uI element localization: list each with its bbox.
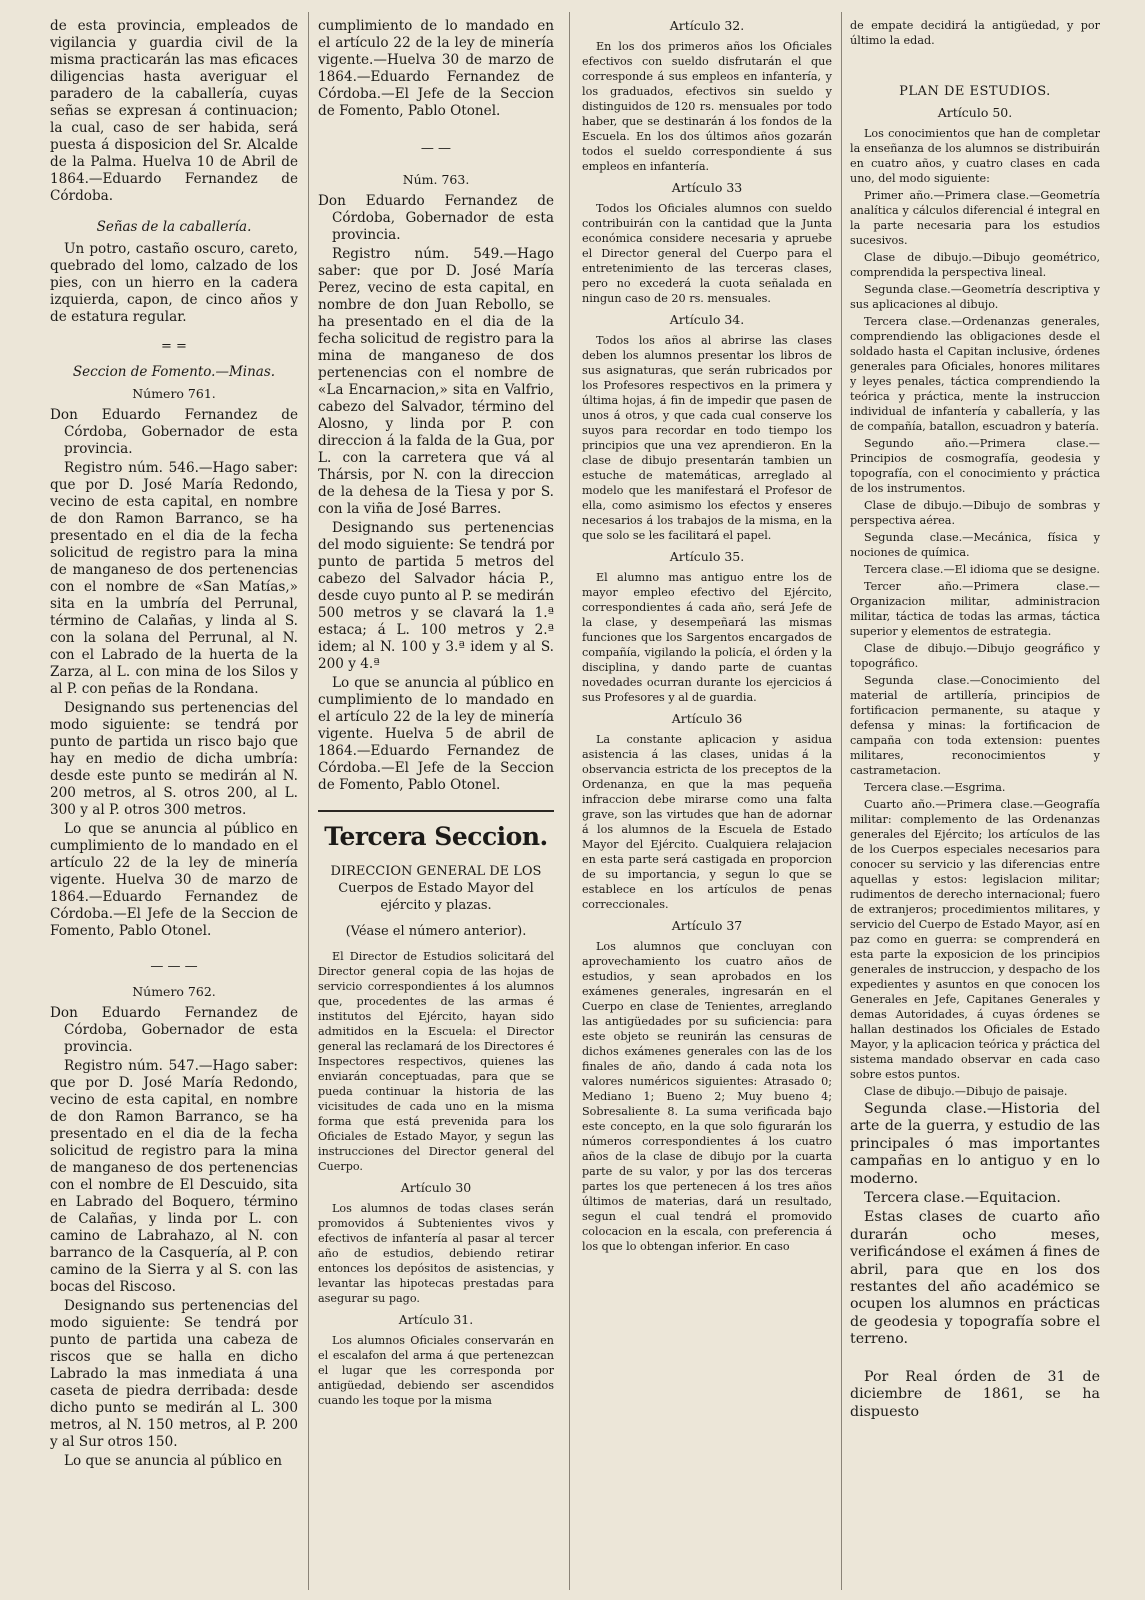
article-heading: Artículo 34.	[669, 312, 745, 327]
paragraph: Tercera clase.—Esgrima.	[864, 781, 1006, 794]
paragraph: Clase de dibujo.—Dibujo geométrico, comprendida la perspectiva lineal.	[850, 251, 1100, 279]
paragraph: Lo que se anuncia al público en cumplimiento de lo mandado en el artículo 22 de la ley de minería vigente. Huelva 30 de marzo de 1864.—Eduardo Fernandez de Córdoba.—El Jefe de la Seccion de Fomento, Pablo Otonel.	[50, 821, 298, 939]
article-heading: Artículo 32.	[669, 18, 745, 33]
paragraph: Estas clases de cuarto año durarán ocho meses, verificándose el exámen á fines de abril, para que en los dos restantes del año académico se ocupen los alumnos en prácticas de geodesia y topografía sobre el terreno.	[850, 1209, 1100, 1348]
article-heading: Artículo 37	[671, 918, 743, 933]
paragraph: Don Eduardo Fernandez de Córdoba, Gobernador de esta provincia.	[50, 1005, 298, 1055]
paragraph: Tercera clase.—El idioma que se designe.	[864, 563, 1100, 576]
article-heading: Artículo 50.	[937, 105, 1013, 120]
department-heading-line: ejército y plazas.	[380, 898, 492, 913]
paragraph: Primer año.—Primera clase.—Geometría analítica y cálculos diferencial é integral en la parte necesaria para los estudios sucesivos.	[850, 189, 1100, 247]
department-heading-line: DIRECCION GENERAL DE LOS	[330, 864, 542, 879]
article-heading: Artículo 35.	[669, 549, 745, 564]
paragraph: La constante aplicacion y asidua asistencia á las clases, unidas á la observancia estricta de los preceptos de la Ordenanza, en que la mas pequeña infraccion debe mirarse como una falta grave, son las virtudes que han de adornar á los alumnos de la Escuela de Estado Mayor del Ejército. Cualquiera relajacion en esta parte será castigada en proporcion de su importancia, y segun lo que se establece en los artículos de penas correccionales.	[582, 733, 832, 911]
paragraph: Clase de dibujo.—Dibujo de sombras y perspectiva aérea.	[850, 499, 1100, 527]
column-rule	[569, 12, 570, 1590]
paragraph: Designando sus pertenencias del modo siguiente: Se tendrá por punto de partida 5 metros del cabezo del Salvador hácia P., desde cuyo punto al P. se medirán 500 metros y se clavará la 1.ª estaca; á L. 100 metros y 2.ª idem; al N. 100 y 3.ª idem y al S. 200 y 4.ª	[318, 520, 554, 672]
paragraph: cumplimiento de lo mandado en el artículo 22 de la ley de minería vigente.—Huelva 30 de marzo de 1864.—Eduardo Fernandez de Córdoba.—El Jefe de la Seccion de Fomento, Pablo Otonel.	[318, 18, 554, 119]
section-heading: Señas de la caballería.	[96, 219, 252, 235]
column-3	[582, 18, 832, 1256]
paragraph: Segunda clase.—Mecánica, física y nociones de química.	[850, 531, 1100, 559]
section-title: Tercera Seccion.	[324, 822, 548, 851]
separator: — — —	[150, 959, 198, 974]
paragraph: Designando sus pertenencias del modo siguiente: Se tendrá por punto de partida una cabeza de riscos que se halla en dicho Labrado la mas inmediata á una caseta de piedra derribada: desde dicho punto se medirán al L. 300 metros, al N. 150 metros, al P. 200 y al Sur otros 150.	[50, 1298, 298, 1450]
paragraph: Lo que se anuncia al público en cumplimiento de lo mandado en el artículo 22 de la ley de minería vigente. Huelva 5 de abril de 1864.—Eduardo Fernandez de Córdoba.—El Jefe de la Seccion de Fomento, Pablo Otonel.	[318, 675, 554, 793]
paragraph: Un potro, castaño oscuro, careto, quebrado del lomo, calzado de los pies, con un hierro en la cadera izquierda, capon, de cinco años y de estatura regular.	[50, 241, 298, 325]
paragraph: Los alumnos que concluyan con aprovechamiento los cuatro años de estudios, y sean aprobados en los exámenes generales, ingresarán en el Cuerpo en clase de Tenientes, arreglando las antigüedades por su suficiencia: para este objeto se reunirán las censuras de dichos exámenes generales con las de los finales de año, dando á cada nota los valores numéricos siguientes: Atrasado 0; Mediano 1; Bueno 2; Muy bueno 4; Sobresaliente 8. La suma verificada bajo este concepto, en la que solo figurarán los números correspondientes á los cuatro años de la clase de dibujo por la cuarta parte de su valor, y por las dos terceras partes los que pertenecen á los tres años últimos de materias, dará un resultado, segun el cual tendrá el promovido colocacion en la escala, con preferencia á los que lo obtengan inferior. En caso	[582, 940, 832, 1253]
article-heading: Artículo 30	[400, 1180, 472, 1195]
number-heading: Núm. 763.	[402, 172, 470, 187]
paragraph: Registro núm. 549.—Hago saber: que por D. José María Perez, vecino de esta capital, en nombre de don Juan Rebollo, se ha presentado en el dia de la fecha solicitud de registro para la mina de manganeso de dos pertenencias con el nombre de «La Encarnacion,» sita en Valfrio, cabezo del Salvador, término del Alosno, y linda por P. con direccion á la falda de la Gua, por L. con la carretera que vá al Thársis, por N. con la direccion de la dehesa de la Tiesa y por S. con la viña de José Barres.	[318, 246, 554, 517]
paragraph: Tercera clase.—Equitacion.	[864, 1190, 1061, 1207]
column-4	[850, 18, 1100, 1423]
paragraph: Segunda clase.—Historia del arte de la guerra, y estudio de las principales ó mas importantes campañas en lo antiguo y en lo moderno.	[850, 1101, 1100, 1187]
column-2	[318, 18, 554, 1410]
paragraph: Segunda clase.—Geometría descriptiva y sus aplicaciones al dibujo.	[850, 283, 1100, 311]
number-heading: Número 761.	[132, 386, 216, 401]
section-heading: Seccion de Fomento.—Minas.	[72, 364, 276, 380]
separator: — —	[420, 141, 452, 156]
paragraph: En los dos primeros años los Oficiales efectivos con sueldo disfrutarán el que corresponde á sus empleos en infantería, y los graduados, efectivos sin sueldo y distinguidos de 120 rs. mensuales por todo haber, que se destinarán á los fondos de la Escuela. En los dos últimos años gozarán todos el sueldo correspondiente á sus empleos en infantería.	[582, 40, 832, 173]
spacer	[850, 1351, 1100, 1369]
paragraph: Los alumnos de todas clases serán promovidos á Subtenientes vivos y efectivos de infantería al pasar al tercer año de estudios, debiendo retirar entonces los depósitos de asistencias, y levantar las hipotecas prestadas para asegurar su pago.	[318, 1202, 554, 1305]
paragraph: de esta provincia, empleados de vigilancia y guardia civil de la misma practicarán las mas eficaces diligencias hasta averiguar el paradero de la caballería, cuyas señas se expresan á continuacion; la cual, caso de ser habida, será puesta á disposicion del Sr. Alcalde de la Palma. Huelva 10 de Abril de 1864.—Eduardo Fernandez de Córdoba.	[50, 18, 298, 204]
paragraph: Cuarto año.—Primera clase.—Geografía militar: complemento de las Ordenanzas generales del Ejército; los artículos de las de los Cuerpos especiales necesarios para conocer su servicio y las diferencias entre aquellas y estos: legislacion militar; rudimentos de derecho internacional; fuero de extranjeros; procedimientos militares, y servicio del Cuerpo de Estado Mayor, así en paz como en guerra: se comprenderá en esta parte la exposicion de los principios generales de instruccion, y despacho de los expedientes y asuntos en que conocen los Generales en Jefe, Capitanes Generales y demas Autoridades, á cuyas órdenes se hallan destinados los Oficiales de Estado Mayor, y la aplicacion teórica y práctica del sistema mandado observar en cada caso sobre estos puntos.	[850, 798, 1100, 1081]
paragraph: Clase de dibujo.—Dibujo de paisaje.	[864, 1085, 1068, 1098]
paragraph: Todos los Oficiales alumnos con sueldo contribuirán con la cantidad que la Junta económica considere necesaria y apruebe el Director general del Cuerpo para el entretenimiento de las terceras clases, pero no excederá la cuota señalada en ningun caso de 20 rs. mensuales.	[582, 202, 832, 305]
paragraph: Los alumnos Oficiales conservarán en el escalafon del arma á que pertenezcan el lugar que les corresponda por antigüedad, debiendo ser ascendidos cuando les toque por la misma	[318, 1334, 554, 1407]
paragraph: Clase de dibujo.—Dibujo geográfico y topográfico.	[850, 642, 1100, 670]
note: (Véase el número anterior).	[345, 924, 527, 939]
paragraph: Designando sus pertenencias del modo siguiente: se tendrá por punto de partida un risco bajo que hay en medio de dicha umbría: desde este punto se medirán al N. 200 metros, al S. otros 200, al L. 300 y al P. otros 300 metros.	[50, 700, 298, 818]
paragraph: Segunda clase.—Conocimiento del material de artillería, principios de fortificacion permanente, su ataque y defensa y minas: la fortificacion de campaña con toda extension: puentes militares, reconocimientos y castrametacion.	[850, 674, 1100, 777]
separator: = =	[161, 339, 187, 354]
article-heading: Artículo 31.	[398, 1312, 474, 1327]
paragraph: Por Real órden de 31 de diciembre de 1861, se ha dispuesto	[850, 1368, 1100, 1420]
paragraph: Don Eduardo Fernandez de Córdoba, Gobernador de esta provincia.	[318, 193, 554, 243]
paragraph: Lo que se anuncia al público en	[64, 1453, 282, 1469]
paragraph: Tercera clase.—Ordenanzas generales, comprendiendo las obligaciones desde el soldado hasta el Capitan inclusive, órdenes generales para Oficiales, honores militares y leyes penales, táctica comprendiendo la teórica y práctica, mente la instruccion individual de infantería y caballería, y las de compañía, batallon, escuadron y batería.	[850, 315, 1100, 433]
paragraph: Don Eduardo Fernandez de Córdoba, Gobernador de esta provincia.	[50, 407, 298, 457]
paragraph: Todos los años al abrirse las clases deben los alumnos presentar los libros de sus asignaturas, que serán rubricados por los Profesores respectivos en la primera y última hojas, á fin de impedir que pasen de unos á otros, y que cada cual conserve los suyos para recordar en todo tiempo los principios que una vez aprendieron. En la clase de dibujo presentarán tambien un estuche de matemáticas, arreglado al modelo que les manifestará el Profesor de ella, como asimismo los efectos y enseres necesarios á los trabajos de la misma, en la que solo se les facilitará el papel.	[582, 334, 832, 542]
paragraph: El alumno mas antiguo entre los de mayor empleo efectivo del Ejército, correspondientes á cada año, será Jefe de la clase, y desempeñará las mismas funciones que los Sargentos encargados de compañía, vigilando la policía, el órden y la disciplina, y dando parte de cuantas novedades ocurran durante los ejercicios á sus Profesores y al de guardia.	[582, 571, 832, 704]
column-rule	[841, 12, 842, 1590]
column-rule	[308, 12, 309, 1590]
section-heading: PLAN DE ESTUDIOS.	[899, 84, 1051, 99]
department-heading	[318, 863, 554, 914]
paragraph: Segundo año.—Primera clase.—Principios de cosmografía, geodesia y topografía, con el conocimiento y práctica de los instrumentos.	[850, 437, 1100, 495]
department-heading-line: Cuerpos de Estado Mayor del	[338, 881, 534, 896]
paragraph: de empate decidirá la antigüedad, y por último la edad.	[850, 19, 1100, 47]
paragraph: Los conocimientos que han de completar la enseñanza de los alumnos se distribuirán en cuatro años, y cuatro clases en cada uno, del modo siguiente:	[850, 127, 1100, 185]
paragraph: Registro núm. 547.—Hago saber: que por D. José María Redondo, vecino de esta capital, en nombre de don Ramon Barranco, se ha presentado en el dia de la fecha solicitud de registro para la mina de manganeso de dos pertenencias con el nombre de El Descuido, sita en Labrado del Boquero, término de Calañas, y linda por L. con camino de Labrahazo, al N. con barranco de la Casquería, al P. con camino de la Sierra y al S. con las bocas del Riscoso.	[50, 1058, 298, 1295]
column-1	[50, 18, 298, 1472]
section-rule	[318, 810, 554, 812]
paragraph: Tercer año.—Primera clase.—Organizacion militar, administracion militar, táctica de todas las armas, táctica superior y elementos de estrategia.	[850, 580, 1100, 638]
number-heading: Número 762.	[132, 984, 216, 999]
paragraph: El Director de Estudios solicitará del Director general copia de las hojas de servicio correspondientes á los alumnos que, procedentes de las armas é institutos del Ejército, hayan sido admitidos en la Escuela: el Director general las reclamará de los Directores é Inspectores respectivos, quienes las enviarán conceptuadas, para que se pueda continuar la historia de las vicisitudes de cada uno en la misma forma que está prevenida para los Oficiales de Estado Mayor, y segun las instrucciones del Director general del Cuerpo.	[318, 950, 554, 1173]
article-heading: Artículo 36	[671, 711, 743, 726]
paragraph: Registro núm. 546.—Hago saber: que por D. José María Redondo, vecino de esta capital, en nombre de don Ramon Barranco, se ha presentado en el dia de la fecha solicitud de registro para la mina de manganeso de dos pertenencias con el nombre de «San Matías,» sita en la umbría del Perrunal, término de Calañas, y linda al S. con la solana del Perrunal, al N. con el Labrado de la huerta de la Zarza, al L. con mina de los Silos y al P. con peñas de la Rondana.	[50, 460, 298, 697]
article-heading: Artículo 33	[671, 180, 743, 195]
